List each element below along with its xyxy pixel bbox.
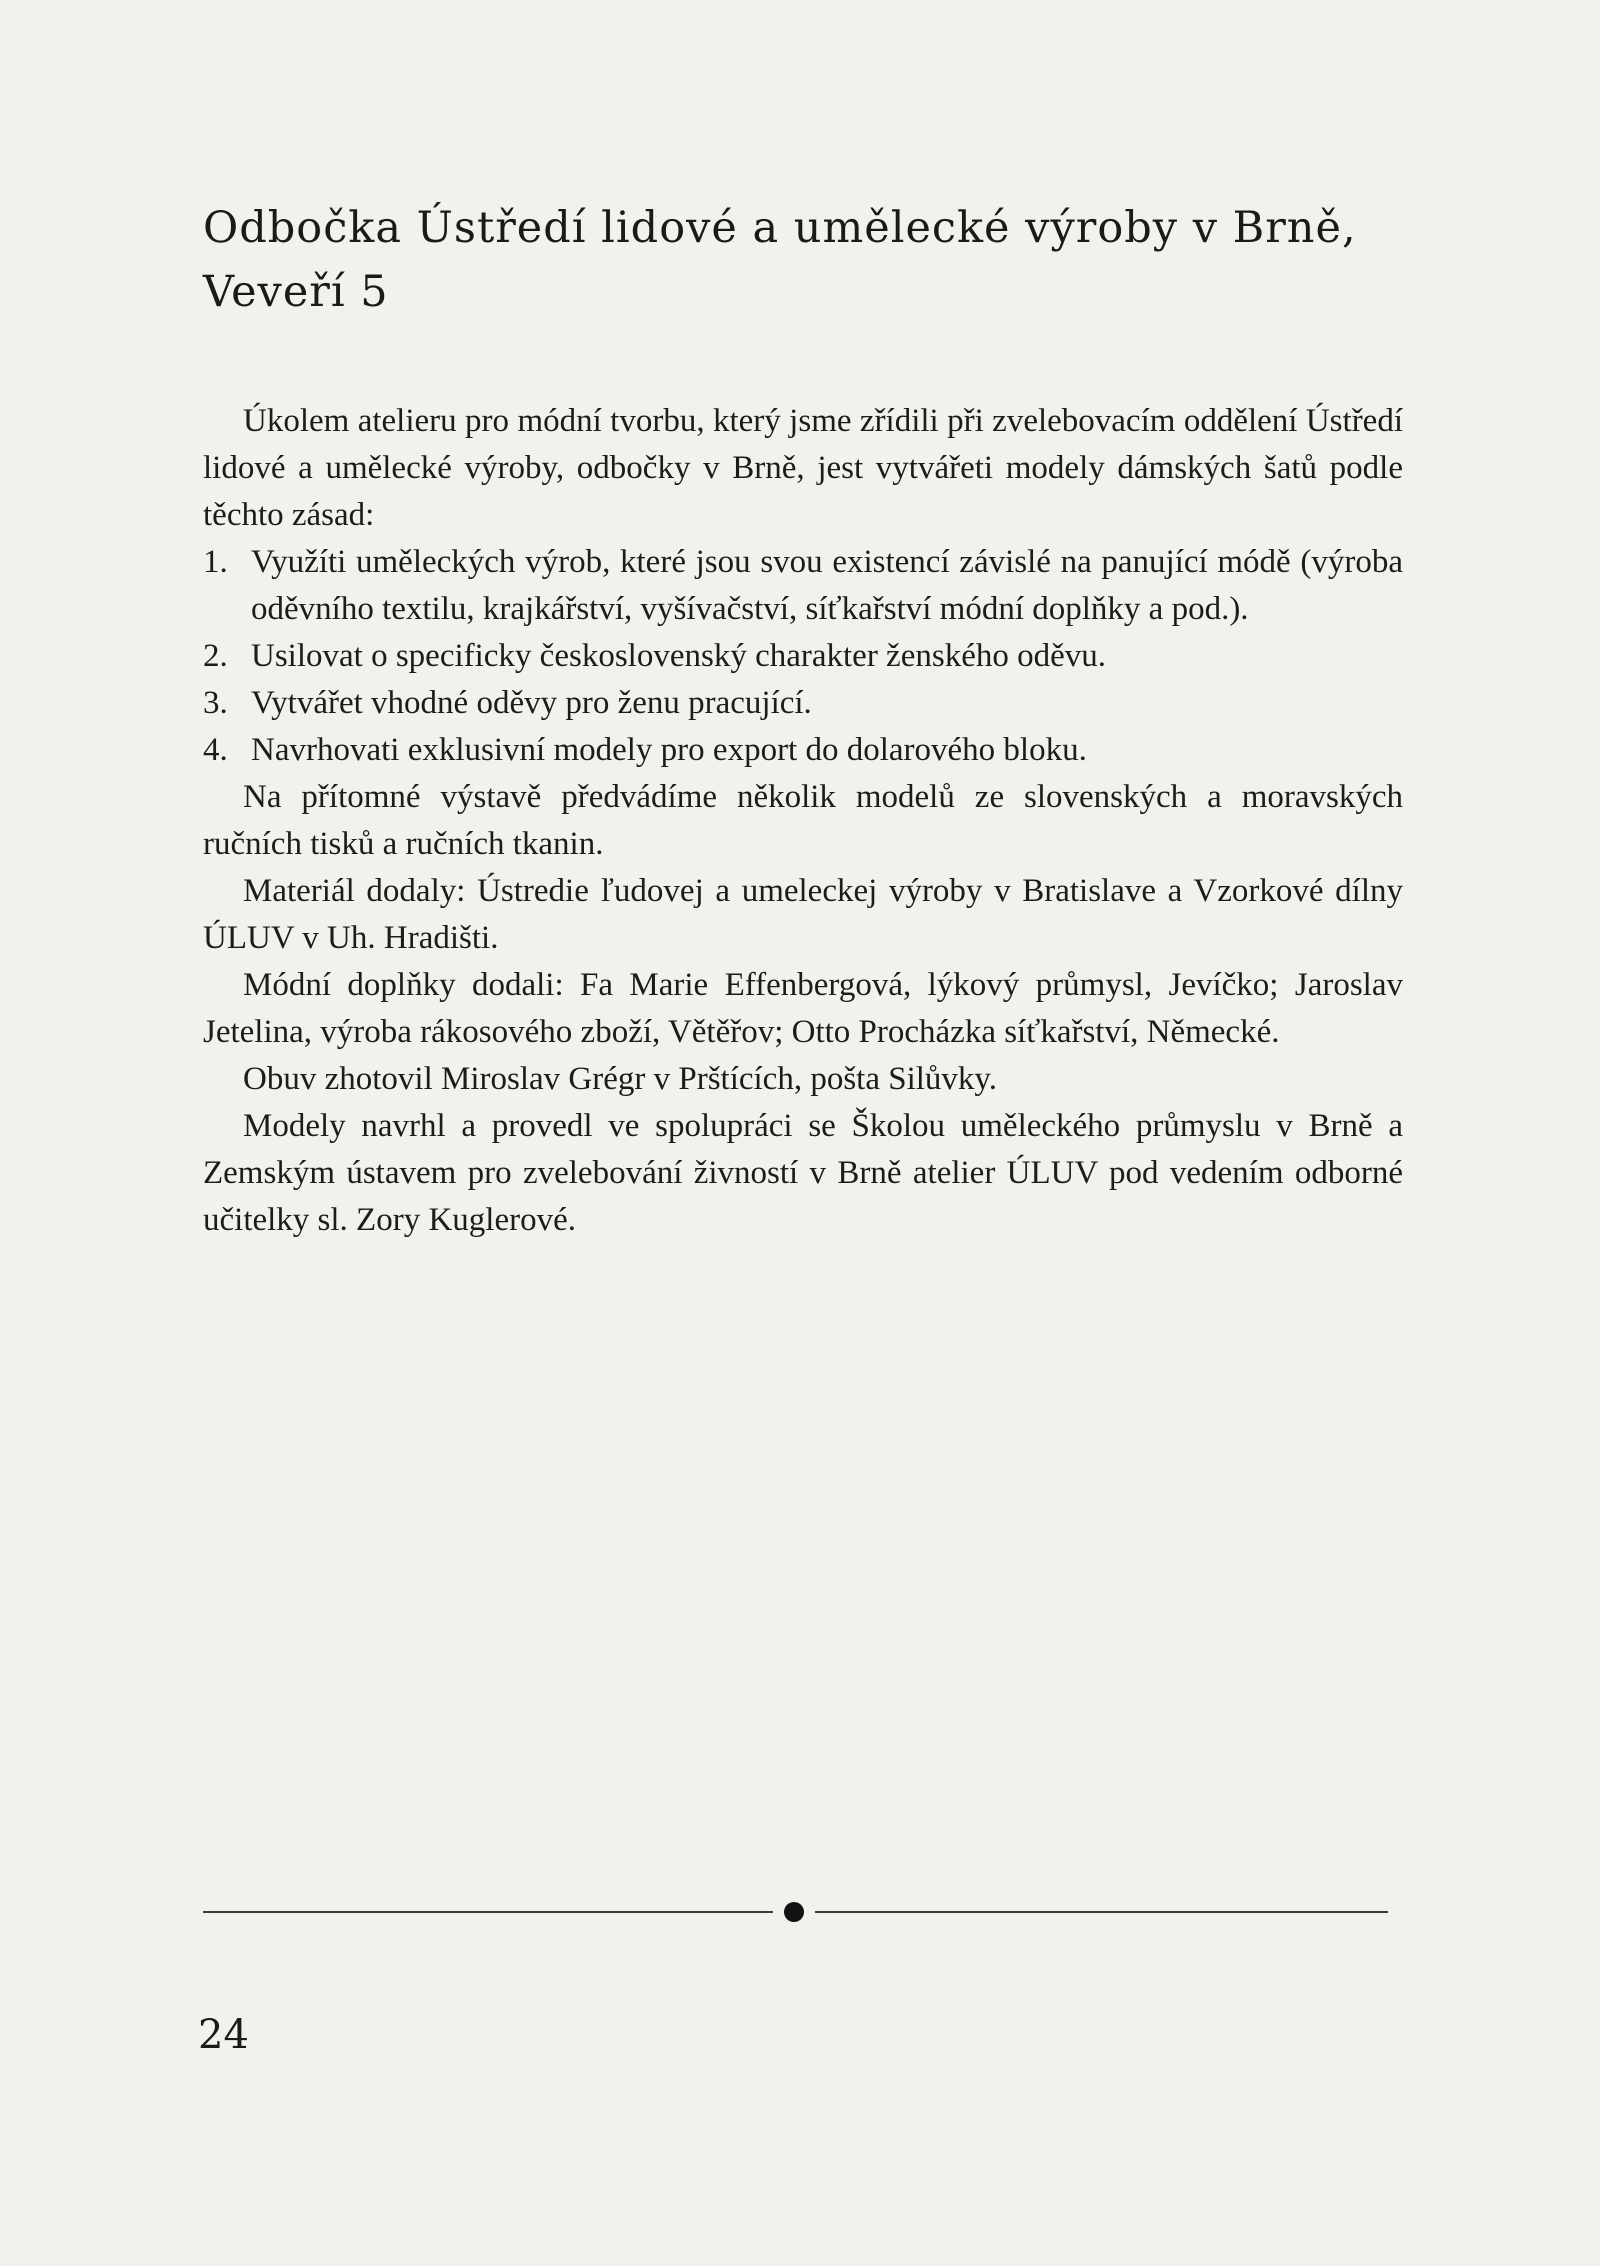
exhibition-paragraph: Na přítomné výstavě předvádíme několik modelů ze slovenských a moravských ručních tisků a ručních tkanin. [203, 779, 1403, 862]
divider-line-right [815, 1911, 1388, 1913]
principle-text: Navrhovati exklusivní modely pro export do dolarového bloku. [251, 732, 1087, 768]
principle-number: 2. [203, 638, 228, 674]
principle-number: 3. [203, 685, 228, 721]
section-heading [203, 196, 1403, 324]
principle-item-4 [203, 727, 1403, 774]
divider-line-left [203, 1911, 773, 1913]
principle-item-3 [203, 680, 1403, 727]
material-paragraph: Materiál dodaly: Ústredie ľudovej a umeleckej výroby v Bratislave a Vzorkové dílny ÚLUV v Uh. Hradišti. [203, 873, 1403, 956]
principle-item-2 [203, 633, 1403, 680]
heading-line-2: Veveří 5 [203, 267, 389, 317]
principle-text: Usilovat o specificky československý charakter ženského oděvu. [251, 638, 1106, 674]
body-text [203, 398, 1403, 1244]
divider-dot-icon [784, 1902, 804, 1922]
principle-text: Využíti uměleckých výrob, které jsou svou existencí závislé na panující módě (výroba oděvního textilu, krajkářství, vyšívačství, síťkařství módní doplňky a pod.). [251, 544, 1403, 627]
accessories-paragraph: Módní doplňky dodali: Fa Marie Effenbergová, lýkový průmysl, Jevíčko; Jaroslav Jetelina, výroba rákosového zboží, Větěřov; Otto Procházka síťkařství, Německé. [203, 967, 1403, 1050]
heading-line-1: Odbočka Ústředí lidové a umělecké výroby v Brně, [203, 203, 1357, 253]
principle-text: Vytvářet vhodné oděvy pro ženu pracující. [251, 685, 812, 721]
ornamental-divider [203, 1900, 1388, 1924]
page-number: 24 [198, 2012, 249, 2058]
models-paragraph: Modely navrhl a provedl ve spolupráci se Školou uměleckého průmyslu v Brně a Zemským ústavem pro zvelebování živností v Brně atelier ÚLUV pod vedením odborné učitelky sl. Zory Kuglerové. [203, 1108, 1403, 1238]
principle-number: 1. [203, 544, 228, 580]
intro-paragraph: Úkolem atelieru pro módní tvorbu, který jsme zřídili při zvelebovacím oddělení Ústředí lidové a umělecké výroby, odbočky v Brně, jest vytvářeti modely dámských šatů podle těchto zásad: [203, 403, 1403, 533]
principle-item-1 [203, 539, 1403, 633]
principle-number: 4. [203, 732, 228, 768]
footwear-paragraph: Obuv zhotovil Miroslav Grégr v Prštících, pošta Silůvky. [243, 1061, 998, 1097]
